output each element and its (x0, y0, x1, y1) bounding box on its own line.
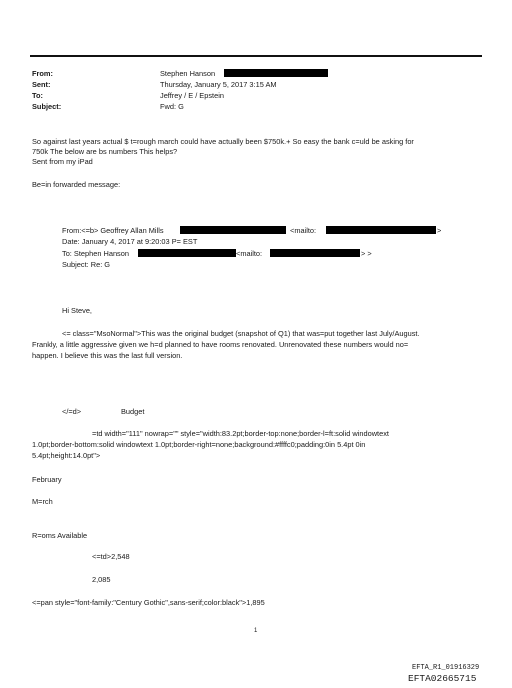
td-value-1: <=td>2,548 (92, 552, 130, 561)
redaction-box (326, 226, 436, 234)
bates-stamp-2: EFTA02665715 (408, 673, 477, 684)
td-line-3: 5.4pt;height:14.0pt"> (32, 451, 101, 460)
value-2: 2,085 (92, 575, 111, 584)
header-rule (30, 55, 482, 57)
td-close: </=d> (62, 407, 82, 416)
subject-value: Fwd: G (160, 102, 184, 111)
rooms-label: R=oms Available (32, 531, 88, 540)
span-line: <=pan style="font-family:"Century Gothic",sans-serif;color:black">1,895 (32, 598, 265, 607)
sent-label: Sent: (32, 80, 51, 89)
td-line-2: 1.0pt;border-bottom:solid windowtext 1.0pt;border-right=none;background:#ffffc0;padding:0in 5.4pt 0in (32, 440, 366, 449)
subject-label: Subject: (32, 102, 62, 111)
to-value: Jeffrey / E / Epstein (160, 91, 224, 100)
sent-value: Thursday, January 5, 2017 3:15 AM (160, 80, 277, 89)
greeting: Hi Steve, (62, 306, 92, 315)
td-line-1: =td width="111" nowrap="" style="width:83.2pt;border-top:none;border-l=ft:solid windowtext (92, 429, 389, 438)
fwd-from: From:<=b> Geoffrey Allan Mills (62, 226, 164, 235)
fwd-mailto-1-end: > (437, 226, 442, 235)
paragraph-line-2: Frankly, a little aggressive given we h=d planned to have rooms renovated. Unrenovated these numbers would no= (32, 340, 409, 349)
forward-begin: Be=in forwarded message: (32, 180, 121, 189)
fwd-to: To: Stephen Hanson (62, 249, 129, 258)
february-label: February (32, 475, 62, 484)
bates-stamp-1: EFTA_R1_01916329 (412, 664, 480, 672)
body-line-1: So against last years actual $ t=rough march could have actually been $750k.+ So easy the bank c=uld be asking for (32, 137, 414, 146)
march-label: M=rch (32, 497, 53, 506)
budget-label: Budget (121, 407, 145, 416)
redaction-box (138, 249, 236, 257)
from-label: From: (32, 69, 53, 78)
page-number: 1 (254, 628, 258, 634)
paragraph-line-3: happen. I believe this was the last full version. (32, 351, 183, 360)
redaction-box (270, 249, 360, 257)
to-label: To: (32, 91, 43, 100)
paragraph-line-1: <= class="MsoNormal">This was the original budget (snapshot of Q1) that was=put together last July/August. (62, 329, 420, 338)
from-value: Stephen Hanson (160, 69, 216, 78)
fwd-mailto-2-end: > > (361, 249, 372, 258)
body-line-2: 750k The below are bs numbers This helps? (32, 147, 178, 156)
fwd-subject: Subject: Re: G (62, 260, 111, 269)
fwd-date: Date: January 4, 2017 at 9:20:03 P= EST (62, 237, 198, 246)
redaction-box (180, 226, 286, 234)
redaction-box (224, 69, 328, 77)
body-line-3: Sent from my iPad (32, 157, 93, 166)
fwd-mailto-2: <mailto: (236, 249, 263, 258)
fwd-mailto-1: <mailto: (290, 226, 317, 235)
